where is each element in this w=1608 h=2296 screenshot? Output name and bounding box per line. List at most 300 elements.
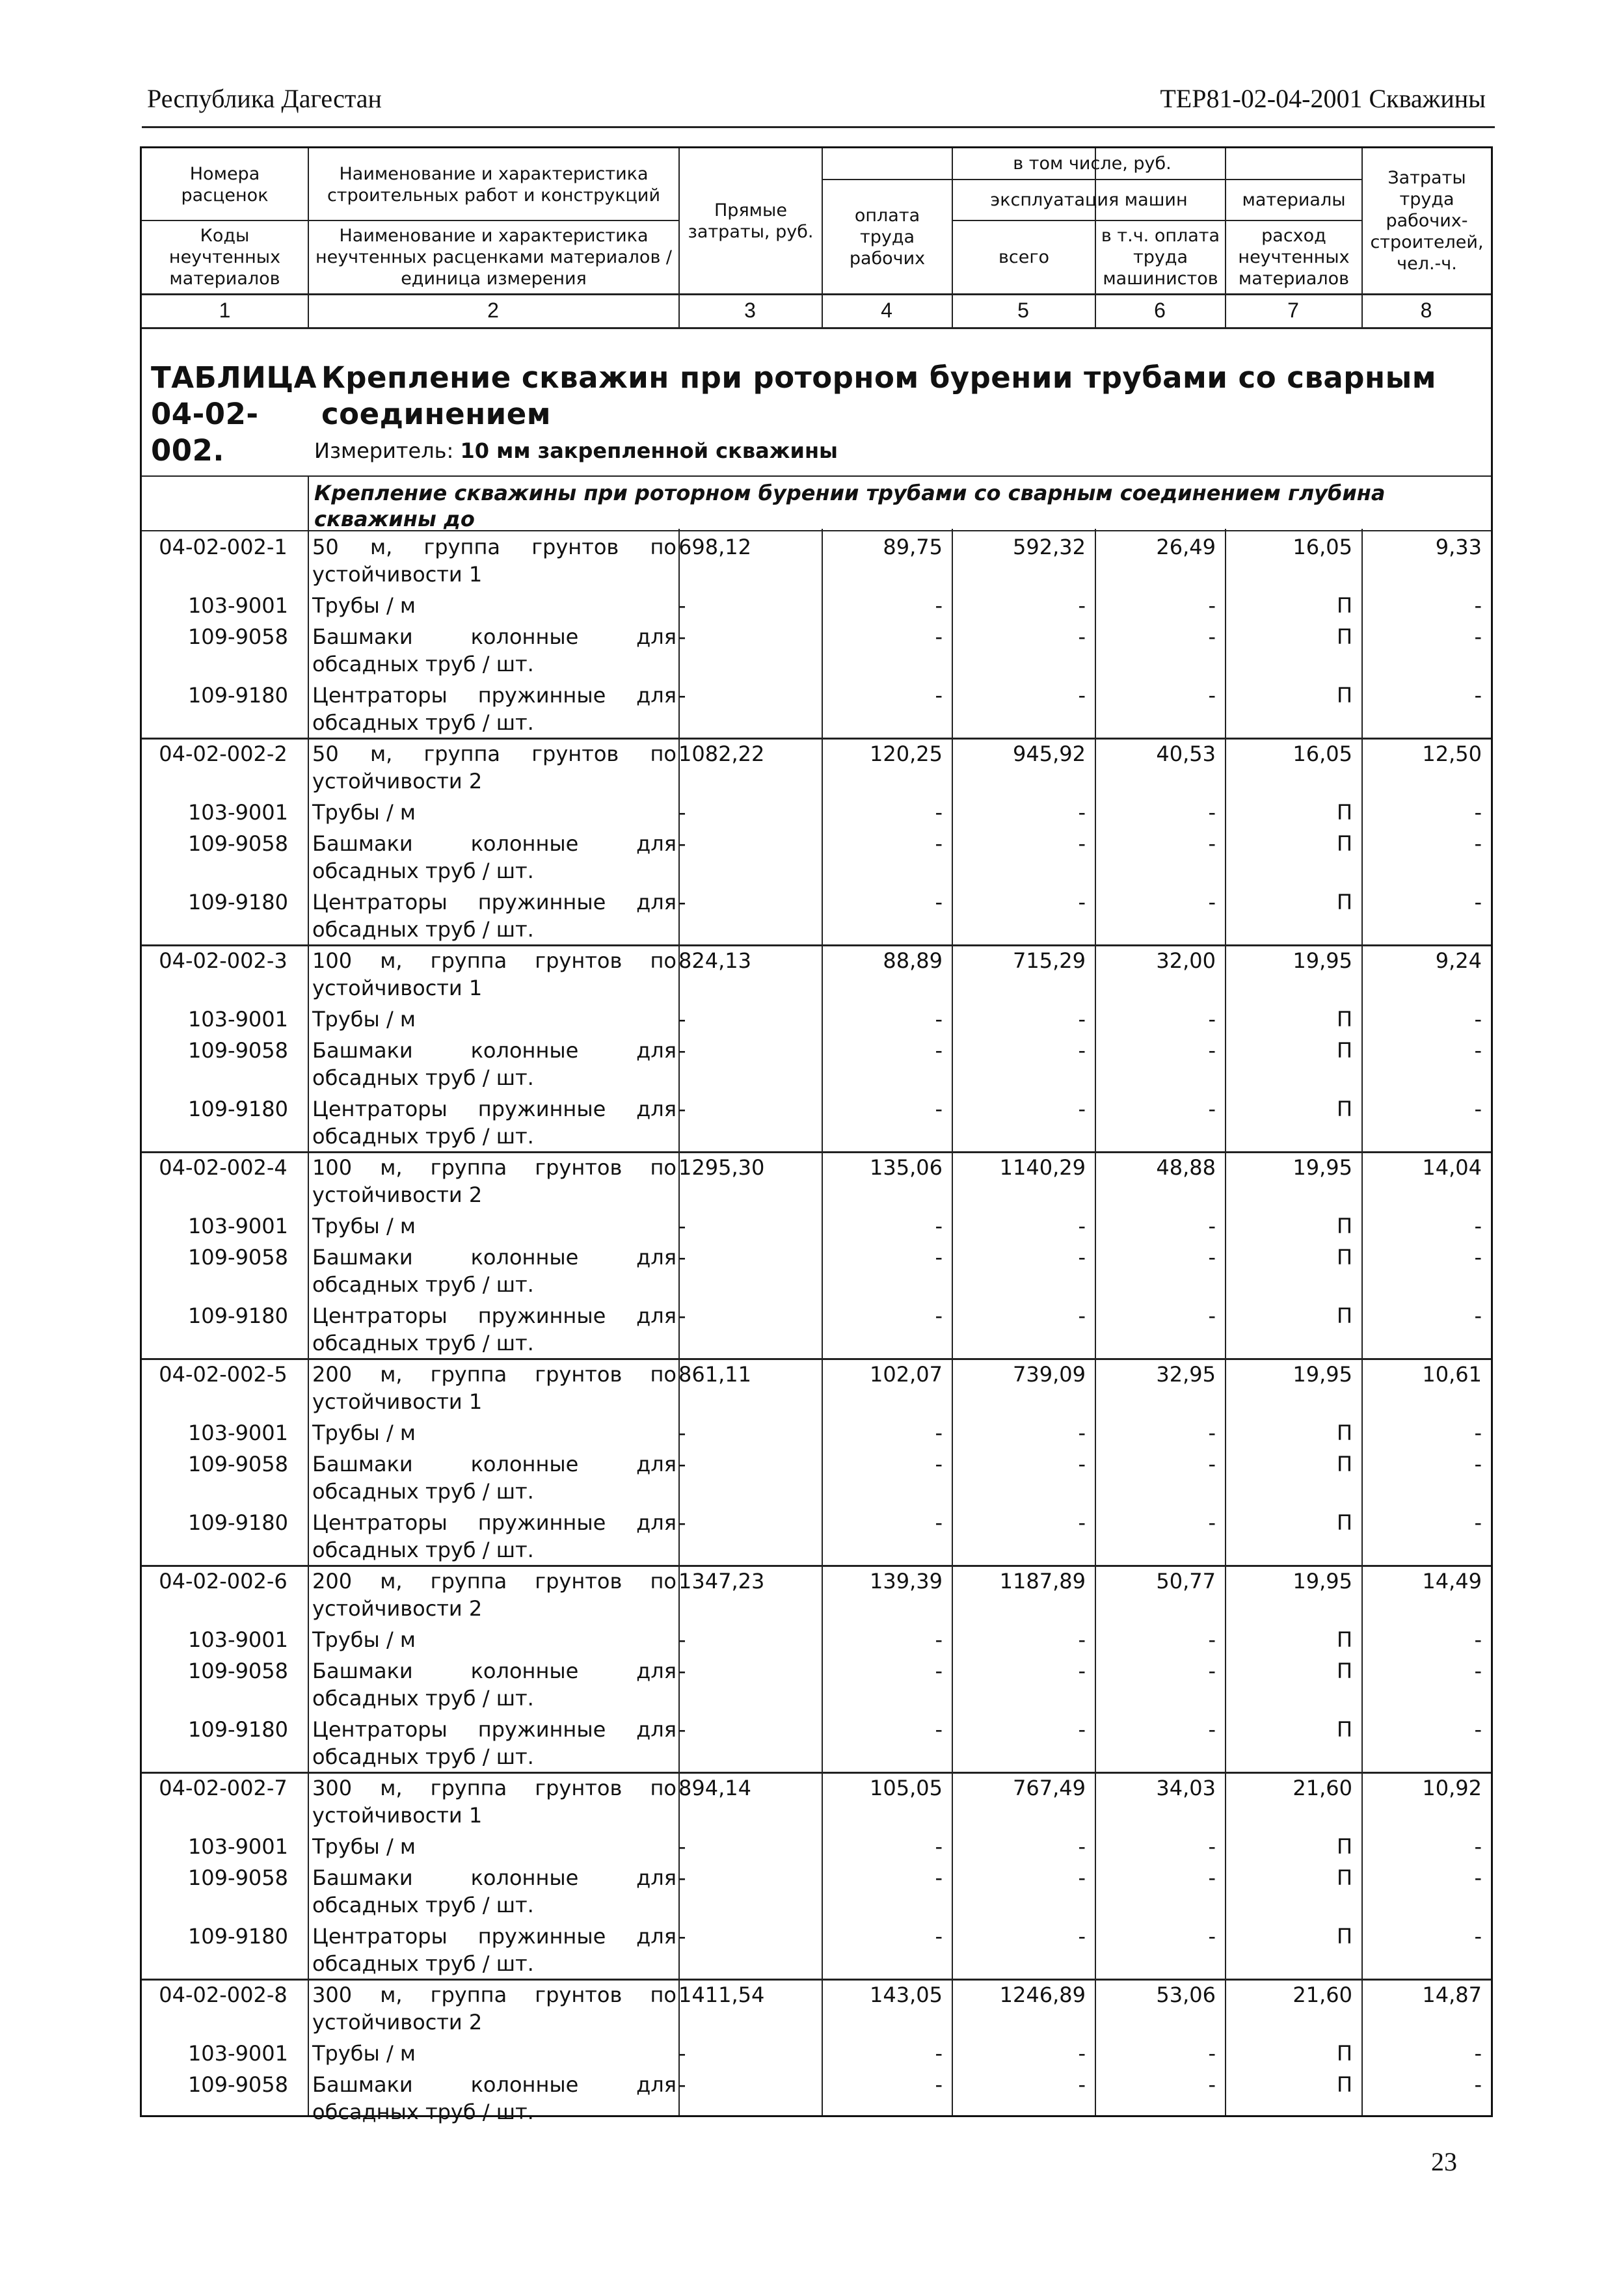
cell-c3: -	[678, 1421, 686, 1445]
cell-c6: 34,03	[1156, 1776, 1216, 1800]
cell-c6: -	[1208, 1510, 1216, 1535]
row-description: Башмаки колонные для обсадных труб / шт.	[312, 831, 677, 883]
cell-c4: -	[935, 1834, 943, 1859]
row-description: Башмаки колонные для обсадных труб / шт.	[312, 624, 677, 676]
cell-c6: -	[1208, 2041, 1216, 2066]
material-row	[142, 1035, 1491, 1091]
cell-c5: 945,92	[1013, 741, 1086, 766]
cell-c8: -	[1474, 1659, 1482, 1683]
cell-c6: -	[1208, 1627, 1216, 1652]
row-code: 103-9001	[187, 1421, 288, 1445]
cell-c4: 102,07	[870, 1362, 943, 1387]
cell-c7: 21,60	[1293, 1982, 1352, 2007]
cell-c5: 1140,29	[999, 1155, 1086, 1180]
rate-divider	[142, 944, 1491, 946]
row-code: 109-9058	[187, 2072, 288, 2097]
including-header: в том числе, руб.	[1013, 154, 1172, 174]
rate-divider	[142, 1979, 1491, 1981]
cell-c6: 26,49	[1156, 535, 1216, 559]
cell-c4: -	[935, 1007, 943, 1032]
cell-c8: -	[1474, 1097, 1482, 1121]
cell-c5: -	[1078, 831, 1086, 856]
document-code: ТЕР81-02-04-2001 Скважины	[1160, 84, 1486, 113]
material-row	[142, 680, 1491, 736]
row-description: Башмаки колонные для обсадных труб / шт.	[312, 1038, 677, 1090]
col-divider	[308, 475, 309, 530]
row-description: Трубы / м	[312, 1627, 416, 1652]
row-description: 200 м, группа грунтов по устойчивости 1	[312, 1362, 677, 1414]
col3-header: Прямые затраты, руб.	[688, 200, 814, 242]
rate-row	[142, 1359, 1491, 1415]
col8-header: Затраты труда рабочих-строителей, чел.-ч.	[1370, 168, 1484, 274]
cell-c4: -	[935, 624, 943, 649]
row-code: 109-9180	[187, 1510, 288, 1535]
cell-c3: 698,12	[678, 535, 751, 559]
cell-c7: П	[1336, 1659, 1352, 1683]
group-title: Крепление скважины при роторном бурении трубами со сварным соединением глубина скважины до	[314, 481, 1386, 531]
measure-value: 10 мм закрепленной скважины	[460, 438, 838, 463]
row-code: 109-9058	[187, 1245, 288, 1270]
row-code: 109-9058	[187, 1452, 288, 1476]
cell-c3: 1411,54	[678, 1982, 765, 2007]
cell-c6: -	[1208, 800, 1216, 825]
cell-c7: П	[1336, 2041, 1352, 2066]
cell-c6: -	[1208, 1924, 1216, 1949]
cell-c4: 135,06	[870, 1155, 943, 1180]
page-number: 23	[1431, 2147, 1457, 2176]
material-row	[142, 797, 1491, 826]
row-description: Башмаки колонные для обсадных труб / шт.	[312, 1452, 677, 1504]
cell-c3: 1295,30	[678, 1155, 765, 1180]
cell-c5: -	[1078, 1303, 1086, 1328]
cell-c6: -	[1208, 890, 1216, 914]
row-code: 103-9001	[187, 1834, 288, 1859]
cell-c7: П	[1336, 1038, 1352, 1063]
row-code: 109-9180	[187, 890, 288, 914]
cell-c8: -	[1474, 1452, 1482, 1476]
cell-c7: П	[1336, 683, 1352, 708]
row-code: 109-9058	[187, 1038, 288, 1063]
cell-c3: -	[678, 2072, 686, 2097]
cell-c4: -	[935, 1924, 943, 1949]
cell-c5: -	[1078, 1924, 1086, 1949]
row-description: Центраторы пружинные для обсадных труб / шт.	[312, 1717, 677, 1769]
cell-c3: -	[678, 831, 686, 856]
cell-c6: -	[1208, 1038, 1216, 1063]
row-description: Башмаки колонные для обсадных труб / шт.	[312, 2072, 677, 2124]
cell-c8: 10,61	[1422, 1362, 1482, 1387]
cell-c4: -	[935, 2041, 943, 2066]
cell-c8: 9,33	[1435, 535, 1482, 559]
material-row	[142, 887, 1491, 943]
cell-c5: -	[1078, 1834, 1086, 1859]
cell-c5: -	[1078, 683, 1086, 708]
cell-c3: -	[678, 1097, 686, 1121]
cell-c6: -	[1208, 1421, 1216, 1445]
row-code: 109-9058	[187, 624, 288, 649]
cell-c4: -	[935, 1452, 943, 1476]
row-code: 103-9001	[187, 2041, 288, 2066]
row-description: Центраторы пружинные для обсадных труб / шт.	[312, 890, 677, 942]
cell-c7: П	[1336, 624, 1352, 649]
cell-c6: -	[1208, 1865, 1216, 1890]
cell-c5: -	[1078, 800, 1086, 825]
col-number: 8	[1420, 298, 1432, 322]
cell-c8: -	[1474, 1007, 1482, 1032]
row-description: Трубы / м	[312, 2041, 416, 2066]
cell-c8: -	[1474, 2041, 1482, 2066]
measure-label: Измеритель:	[314, 438, 454, 463]
cell-c8: -	[1474, 1865, 1482, 1890]
cell-c7: 16,05	[1293, 535, 1352, 559]
cell-c8: -	[1474, 1303, 1482, 1328]
cell-c8: -	[1474, 683, 1482, 708]
rate-row	[142, 1566, 1491, 1622]
row-code: 109-9058	[187, 1659, 288, 1683]
cell-c6: -	[1208, 593, 1216, 618]
cell-c8: -	[1474, 1510, 1482, 1535]
row-description: Трубы / м	[312, 800, 416, 825]
col-number: 4	[881, 298, 892, 322]
col4-header: оплата труда рабочих	[849, 205, 926, 269]
row-code: 04-02-002-2	[159, 741, 288, 766]
row-description: Центраторы пружинные для обсадных труб / шт.	[312, 1924, 677, 1976]
cell-c6: 40,53	[1156, 741, 1216, 766]
cell-c3: -	[678, 1038, 686, 1063]
material-row	[142, 1656, 1491, 1712]
cell-c3: -	[678, 1452, 686, 1476]
table-label: ТАБЛИЦА 04-02-002.	[151, 360, 317, 468]
row-description: Центраторы пружинные для обсадных труб / шт.	[312, 683, 677, 735]
col7-header: расход неучтенных материалов	[1238, 226, 1350, 289]
cell-c4: -	[935, 1421, 943, 1445]
cell-c6: -	[1208, 1214, 1216, 1238]
cell-c4: -	[935, 831, 943, 856]
cell-c6: 50,77	[1156, 1569, 1216, 1594]
cell-c7: П	[1336, 1510, 1352, 1535]
rate-divider	[142, 1772, 1491, 1774]
cell-c5: -	[1078, 2072, 1086, 2097]
cell-c4: -	[935, 2072, 943, 2097]
region-title: Республика Дагестан	[147, 84, 382, 113]
page-header	[142, 83, 1491, 122]
row-code: 103-9001	[187, 800, 288, 825]
row-code: 103-9001	[187, 1007, 288, 1032]
cell-c3: -	[678, 1627, 686, 1652]
cell-c7: П	[1336, 1834, 1352, 1859]
rates-table	[140, 146, 1493, 2124]
cell-c8: -	[1474, 624, 1482, 649]
cell-c6: -	[1208, 683, 1216, 708]
cell-c5: 592,32	[1013, 535, 1086, 559]
cell-c4: -	[935, 1717, 943, 1742]
cell-c6: -	[1208, 831, 1216, 856]
cell-c7: П	[1336, 1303, 1352, 1328]
row-code: 103-9001	[187, 1627, 288, 1652]
row-description: Трубы / м	[312, 1421, 416, 1445]
column-numbers	[142, 295, 1491, 327]
row-code: 04-02-002-3	[159, 948, 288, 973]
cell-c8: -	[1474, 1038, 1482, 1063]
cell-c3: 861,11	[678, 1362, 751, 1387]
cell-c7: П	[1336, 890, 1352, 914]
material-row	[142, 1863, 1491, 1919]
rate-row	[142, 532, 1491, 588]
row-description: Центраторы пружинные для обсадных труб / шт.	[312, 1303, 677, 1355]
row-description: Центраторы пружинные для обсадных труб / шт.	[312, 1510, 677, 1562]
cell-c5: -	[1078, 2041, 1086, 2066]
cell-c8: -	[1474, 2072, 1482, 2097]
cell-c3: 1082,22	[678, 741, 765, 766]
table-name: Крепление скважин при роторном бурении трубами со сварным соединением	[321, 360, 1437, 431]
cell-c4: -	[935, 1659, 943, 1683]
col1-top-header: Номера расценок	[181, 164, 269, 206]
row-code: 109-9180	[187, 1924, 288, 1949]
cell-c3: -	[678, 1717, 686, 1742]
cell-c5: 767,49	[1013, 1776, 1086, 1800]
rate-divider	[142, 1565, 1491, 1567]
cell-c5: -	[1078, 1421, 1086, 1445]
cell-c3: -	[678, 1659, 686, 1683]
material-row	[142, 1418, 1491, 1447]
row-description: Башмаки колонные для обсадных труб / шт.	[312, 1245, 677, 1297]
cell-c3: -	[678, 1007, 686, 1032]
cell-c3: -	[678, 624, 686, 649]
cell-c3: -	[678, 1834, 686, 1859]
row-description: Башмаки колонные для обсадных труб / шт.	[312, 1659, 677, 1711]
cell-c6: -	[1208, 1097, 1216, 1121]
col1-bottom-header: Коды неучтенных материалов	[168, 225, 281, 289]
material-row	[142, 591, 1491, 619]
cell-c5: 1187,89	[999, 1569, 1086, 1594]
cell-c7: П	[1336, 1097, 1352, 1121]
row-code: 103-9001	[187, 1214, 288, 1238]
cell-c4: -	[935, 1627, 943, 1652]
cell-c7: П	[1336, 831, 1352, 856]
cell-c4: -	[935, 800, 943, 825]
cell-c7: 19,95	[1293, 948, 1352, 973]
cell-c5: -	[1078, 1510, 1086, 1535]
col-number: 6	[1154, 298, 1166, 322]
cell-c3: -	[678, 1214, 686, 1238]
material-row	[142, 1832, 1491, 1860]
col5-header: всего	[998, 247, 1050, 267]
cell-c7: П	[1336, 593, 1352, 618]
cell-c3: -	[678, 593, 686, 618]
cell-c6: 32,95	[1156, 1362, 1216, 1387]
rate-row	[142, 1153, 1491, 1208]
cell-c7: П	[1336, 1421, 1352, 1445]
row-code: 04-02-002-7	[159, 1776, 288, 1800]
rate-row	[142, 1773, 1491, 1829]
material-row	[142, 829, 1491, 885]
cell-c8: 14,49	[1422, 1569, 1482, 1594]
cell-c3: -	[678, 800, 686, 825]
cell-c7: П	[1336, 1452, 1352, 1476]
cell-c4: -	[935, 1303, 943, 1328]
row-description: 200 м, группа грунтов по устойчивости 2	[312, 1569, 677, 1621]
cell-c7: 21,60	[1293, 1776, 1352, 1800]
cell-c7: П	[1336, 1865, 1352, 1890]
row-description: 100 м, группа грунтов по устойчивости 1	[312, 948, 677, 1000]
cell-c5: -	[1078, 1659, 1086, 1683]
row-description: Трубы / м	[312, 1834, 416, 1859]
cell-c5: -	[1078, 1865, 1086, 1890]
cell-c6: 48,88	[1156, 1155, 1216, 1180]
cell-c6: -	[1208, 1659, 1216, 1683]
cell-c3: 1347,23	[678, 1569, 765, 1594]
material-row	[142, 622, 1491, 678]
cell-c4: -	[935, 890, 943, 914]
cell-c3: -	[678, 1510, 686, 1535]
cell-c8: -	[1474, 890, 1482, 914]
cell-c4: 105,05	[870, 1776, 943, 1800]
cell-c3: -	[678, 1245, 686, 1270]
rate-row	[142, 946, 1491, 1002]
cell-c7: П	[1336, 1924, 1352, 1949]
row-code: 04-02-002-4	[159, 1155, 288, 1180]
cell-c7: П	[1336, 1214, 1352, 1238]
cell-c5: 1246,89	[999, 1982, 1086, 2007]
cell-c8: -	[1474, 800, 1482, 825]
material-row	[142, 1715, 1491, 1770]
row-description: Трубы / м	[312, 1214, 416, 1238]
cell-c3: -	[678, 1865, 686, 1890]
cell-c6: 32,00	[1156, 948, 1216, 973]
row-code: 04-02-002-6	[159, 1569, 288, 1594]
cell-c8: 14,04	[1422, 1155, 1482, 1180]
material-row	[142, 2038, 1491, 2067]
row-code: 109-9180	[187, 1303, 288, 1328]
cell-c4: 120,25	[870, 741, 943, 766]
cell-c5: -	[1078, 1038, 1086, 1063]
row-code: 04-02-002-1	[159, 535, 288, 559]
row-code: 109-9058	[187, 1865, 288, 1890]
cell-c5: -	[1078, 1214, 1086, 1238]
cell-c7: П	[1336, 2072, 1352, 2097]
cell-c7: П	[1336, 1717, 1352, 1742]
cell-c7: 19,95	[1293, 1362, 1352, 1387]
row-code: 109-9180	[187, 1097, 288, 1121]
cell-c4: -	[935, 1097, 943, 1121]
cell-c8: -	[1474, 1924, 1482, 1949]
cell-c6: -	[1208, 1452, 1216, 1476]
cell-c8: -	[1474, 1245, 1482, 1270]
row-description: 300 м, группа грунтов по устойчивости 1	[312, 1776, 677, 1828]
cell-c3: -	[678, 1924, 686, 1949]
cell-c4: 89,75	[883, 535, 943, 559]
cell-c6: -	[1208, 1245, 1216, 1270]
row-description: Центраторы пружинные для обсадных труб / шт.	[312, 1097, 677, 1149]
col-number: 2	[487, 298, 499, 322]
cell-c5: -	[1078, 1627, 1086, 1652]
material-row	[142, 1921, 1491, 1977]
cell-c7: П	[1336, 1245, 1352, 1270]
cell-c4: -	[935, 1865, 943, 1890]
cell-c4: -	[935, 1038, 943, 1063]
cell-c8: -	[1474, 1214, 1482, 1238]
cell-c7: П	[1336, 1007, 1352, 1032]
rate-row	[142, 739, 1491, 795]
header-rule	[142, 126, 1495, 128]
cell-c6: -	[1208, 1303, 1216, 1328]
cell-c5: -	[1078, 1007, 1086, 1032]
cell-c5: 715,29	[1013, 948, 1086, 973]
col6-header: в т.ч. оплата труда машинистов	[1101, 226, 1220, 289]
row-description: Трубы / м	[312, 593, 416, 618]
cell-c3: -	[678, 1303, 686, 1328]
cell-c4: 88,89	[883, 948, 943, 973]
rate-divider	[142, 1358, 1491, 1360]
cell-c4: -	[935, 1214, 943, 1238]
cell-c4: 139,39	[870, 1569, 943, 1594]
cell-c6: -	[1208, 1717, 1216, 1742]
cell-c4: -	[935, 1510, 943, 1535]
cell-c5: -	[1078, 593, 1086, 618]
cell-c3: -	[678, 2041, 686, 2066]
cell-c5: -	[1078, 1452, 1086, 1476]
cell-c5: -	[1078, 624, 1086, 649]
col2-bottom-header: Наименование и характеристика неучтенных расценками материалов / единица измерения	[315, 225, 673, 289]
cell-c8: 10,92	[1422, 1776, 1482, 1800]
cell-c3: -	[678, 683, 686, 708]
cell-c6: -	[1208, 1834, 1216, 1859]
cell-c4: -	[935, 593, 943, 618]
cell-c8: -	[1474, 1834, 1482, 1859]
col-number: 5	[1017, 298, 1029, 322]
cell-c5: -	[1078, 1097, 1086, 1121]
material-row	[142, 1211, 1491, 1240]
cell-c4: -	[935, 1245, 943, 1270]
cell-c3: 894,14	[678, 1776, 751, 1800]
group-mask	[142, 477, 306, 529]
cell-c6: -	[1208, 2072, 1216, 2097]
cell-c7: П	[1336, 800, 1352, 825]
rate-row	[142, 1980, 1491, 2036]
measure-line	[314, 438, 838, 463]
machines-header: эксплуатация машин	[990, 190, 1188, 210]
cell-c4: 143,05	[870, 1982, 943, 2007]
row-code: 103-9001	[187, 593, 288, 618]
col2-top-header: Наименование и характеристика строительных работ и конструкций	[327, 164, 661, 206]
cell-c8: 9,24	[1435, 948, 1482, 973]
materials-header: материалы	[1242, 190, 1346, 210]
rate-divider	[142, 1151, 1491, 1153]
cell-c7: 19,95	[1293, 1155, 1352, 1180]
row-description: 300 м, группа грунтов по устойчивости 2	[312, 1982, 677, 2035]
cell-c8: 14,87	[1422, 1982, 1482, 2007]
cell-c6: -	[1208, 1007, 1216, 1032]
cell-c7: П	[1336, 1627, 1352, 1652]
material-row	[142, 1508, 1491, 1564]
material-row	[142, 1004, 1491, 1033]
row-description: 100 м, группа грунтов по устойчивости 2	[312, 1155, 677, 1207]
material-row	[142, 1242, 1491, 1298]
cell-c8: -	[1474, 1717, 1482, 1742]
cell-c6: -	[1208, 624, 1216, 649]
cell-c3: 824,13	[678, 948, 751, 973]
row-description: Башмаки колонные для обсадных труб / шт.	[312, 1865, 677, 1917]
cell-c5: 739,09	[1013, 1362, 1086, 1387]
row-code: 109-9180	[187, 1717, 288, 1742]
row-description: 50 м, группа грунтов по устойчивости 1	[312, 535, 677, 587]
row-code: 04-02-002-5	[159, 1362, 288, 1387]
row-description: 50 м, группа грунтов по устойчивости 2	[312, 741, 677, 794]
cell-c7: 19,95	[1293, 1569, 1352, 1594]
row-code: 04-02-002-8	[159, 1982, 288, 2007]
col-number: 7	[1287, 298, 1299, 322]
material-row	[142, 1449, 1491, 1505]
